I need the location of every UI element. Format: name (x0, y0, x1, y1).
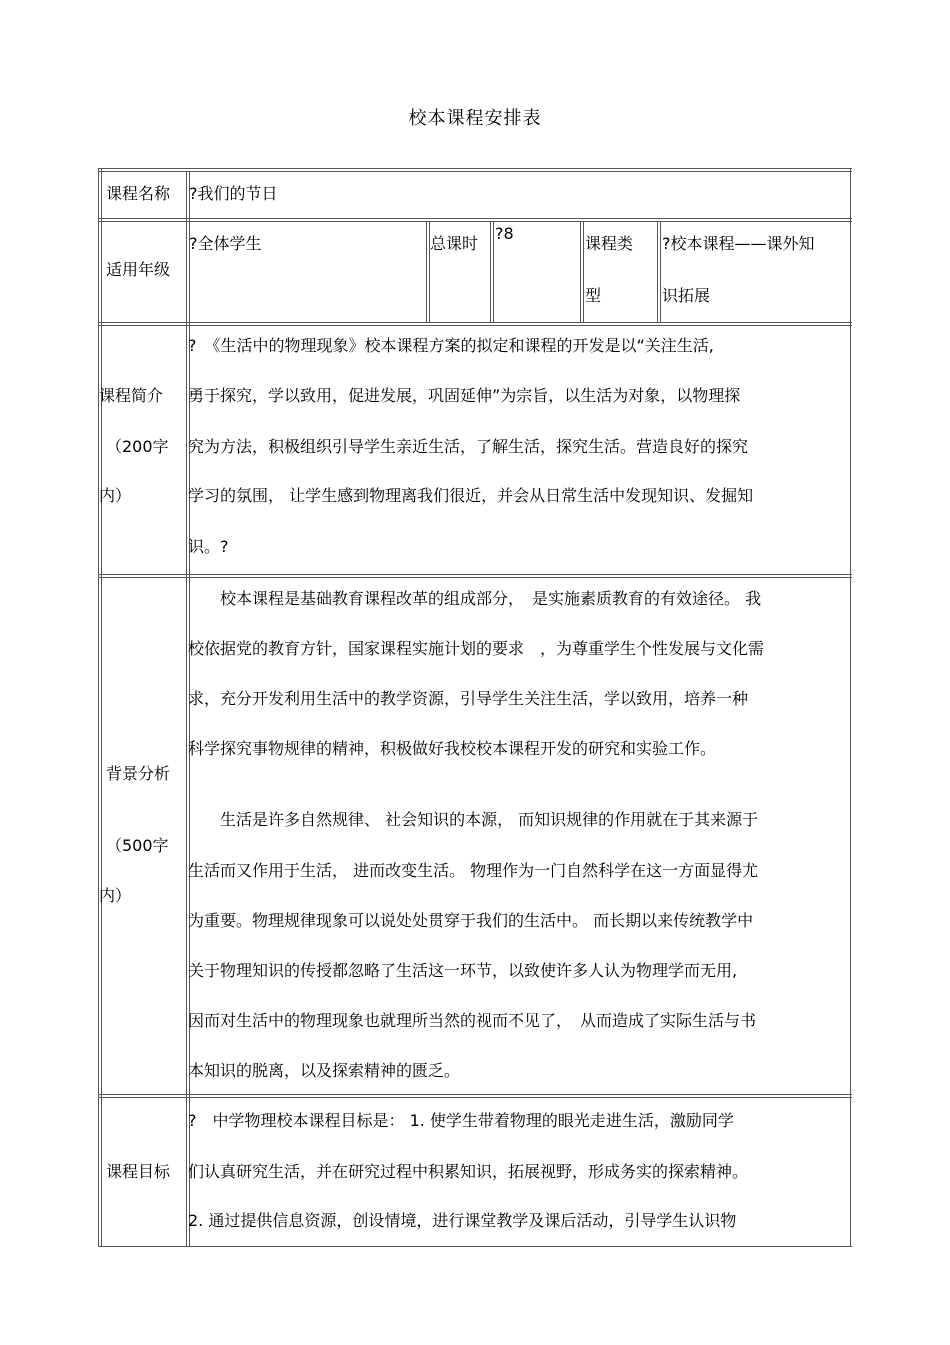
background-line: 科学探究事物规律的精神，积极做好我校校本课程开发的研究和实验工作。 (188, 739, 717, 758)
page-title: 校本课程安排表 (408, 108, 542, 129)
intro-line: 勇于探究，学以致用，促进发展，巩固延伸”为宗旨，以生活为对象，以物理探 (188, 386, 741, 405)
background-line: 本知识的脱离，以及探索精神的匮乏。 (188, 1061, 461, 1080)
intro-label: 课程简介 (99, 386, 164, 405)
intro-limit: （200字 (106, 437, 169, 456)
background-line: 关于物理知识的传授都忽略了生活这一环节，以致使许多人认为物理学而无用, (188, 961, 738, 980)
course-type-label: 课程类 (585, 234, 634, 253)
background-label: 背景分析 (106, 764, 171, 783)
hours-value: ?8 (495, 224, 514, 243)
goal-label: 课程目标 (106, 1162, 171, 1181)
background-limit-cont: 内） (99, 886, 132, 905)
background-line: 生活是许多自然规律、 社会知识的本源， 而知识规律的作用就在于其来源于 (188, 810, 759, 829)
intro-line: 学习的氛围， 让学生感到物理离我们很近，并会从日常生活中发现知识、发掘知 (188, 486, 754, 505)
course-name-value: ?我们的节日 (189, 184, 278, 203)
background-line: 校本课程是基础教育课程改革的组成部分， 是实施素质教育的有效途径。 我 (188, 589, 762, 608)
background-limit: （500字 (106, 836, 169, 855)
goal-line: 2. 通过提供信息资源，创设情境，进行课堂教学及课后活动，引导学生认识物 (188, 1211, 737, 1230)
grade-label: 适用年级 (106, 260, 171, 279)
intro-line: 识。? (188, 537, 229, 556)
goal-line: 们认真研究生活，并在研究过程中积累知识，拓展视野，形成务实的探索精神。 (188, 1162, 749, 1181)
intro-limit-cont: 内） (99, 486, 132, 505)
hours-label: 总课时 (430, 234, 479, 253)
background-line: 因而对生活中的物理现象也就理所当然的视而不见了， 从而造成了实际生活与书 (188, 1011, 757, 1030)
goal-line: ? 中学物理校本课程目标是： 1. 使学生带着物理的眼光走进生活，激励同学 (188, 1111, 734, 1130)
grade-value: ?全体学生 (189, 234, 262, 253)
course-type-label-cont: 型 (585, 286, 602, 305)
course-type-value: ?校本课程——课外知 (662, 234, 815, 253)
background-line: 求，充分开发利用生活中的教学资源，引导学生关注生活，学以致用，培养一种 (188, 689, 749, 708)
intro-line: ? 《生活中的物理现象》校本课程方案的拟定和课程的开发是以“关注生活, (188, 336, 714, 355)
intro-line: 究为方法，积极组织引导学生亲近生活，了解生活，探究生活。营造良好的探究 (188, 437, 749, 456)
background-line: 生活而又作用于生活， 进而改变生活。 物理作为一门自然科学在这一方面显得尤 (188, 861, 759, 880)
background-line: 为重要。物理规律现象可以说处处贯穿于我们的生活中。 而长期以来传统教学中 (188, 911, 754, 930)
course-name-label: 课程名称 (106, 184, 171, 203)
background-line: 校依据党的教育方针，国家课程实施计划的要求 ，为尊重学生个性发展与文化需 (188, 639, 765, 658)
course-type-value-cont: 识拓展 (662, 286, 711, 305)
